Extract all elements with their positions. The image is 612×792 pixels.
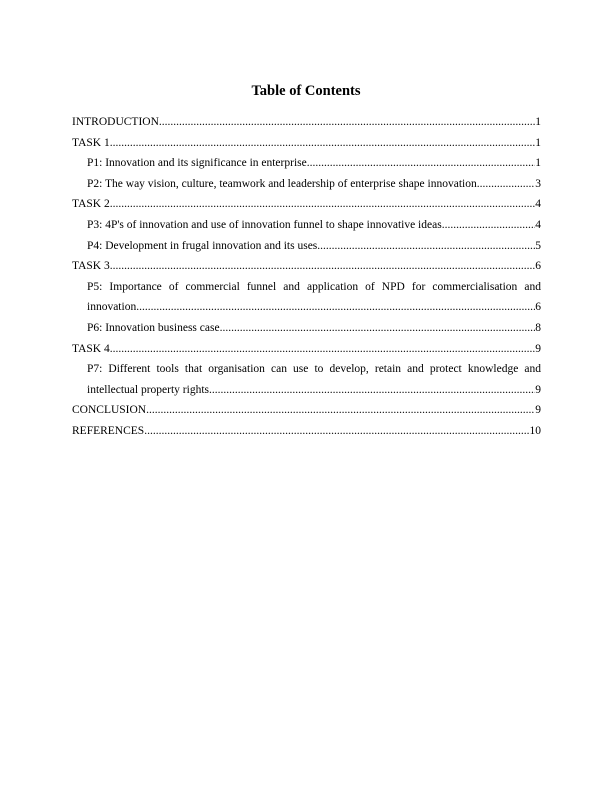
toc-entry-label-line-1: P5: Importance of commercial funnel and application of NPD for commercialisation and xyxy=(87,280,541,293)
toc-page-number: 1 xyxy=(535,136,541,149)
toc-entry-label: P6: Innovation business case xyxy=(87,321,220,334)
toc-entry-label: P3: 4P's of innovation and use of innovation funnel to shape innovative ideas xyxy=(87,218,442,231)
toc-entry-task-2[interactable] xyxy=(72,194,541,215)
toc-page-number: 6 xyxy=(535,301,541,314)
toc-leader-dots xyxy=(110,339,536,360)
toc-page-number: 10 xyxy=(529,424,541,437)
toc-page-number: 1 xyxy=(535,157,541,170)
toc-entry-task-4[interactable] xyxy=(72,339,541,360)
toc-page-number: 4 xyxy=(535,218,541,231)
toc-entry-label: CONCLUSION xyxy=(72,404,147,417)
toc-page-number: 3 xyxy=(535,177,541,190)
toc-leader-dots xyxy=(110,256,536,277)
toc-entry-p2[interactable] xyxy=(72,174,541,195)
toc-title: Table of Contents xyxy=(251,83,361,99)
toc-entry-label: INTRODUCTION xyxy=(72,116,159,128)
toc-leader-dots xyxy=(307,153,536,174)
toc-entry-label: P1: Innovation and its significance in enterprise xyxy=(87,157,307,170)
toc-leader-dots xyxy=(159,112,535,133)
toc-entry-p7[interactable] xyxy=(72,359,541,400)
toc-entry-label-line-2: innovation xyxy=(87,301,137,314)
toc-entry-label: TASK 4 xyxy=(72,342,110,355)
toc-leader-dots xyxy=(110,194,536,215)
toc-entry-label: REFERENCES xyxy=(72,424,145,437)
toc-entry-p6[interactable] xyxy=(72,318,541,339)
toc-entry-label: TASK 1 xyxy=(72,136,110,149)
toc-leader-dots xyxy=(110,133,536,154)
toc-page-number: 9 xyxy=(535,404,541,417)
toc-entry-label-line-2: intellectual property rights xyxy=(87,383,209,396)
toc-leader-dots xyxy=(220,318,536,339)
toc-page-number: 5 xyxy=(535,239,541,252)
toc-entry-p3[interactable] xyxy=(72,215,541,236)
toc-page-number: 6 xyxy=(535,260,541,273)
toc-entry-task-3[interactable] xyxy=(72,256,541,277)
toc-leader-dots xyxy=(146,400,535,421)
toc-leader-dots xyxy=(136,297,535,318)
toc-page-number: 9 xyxy=(535,342,541,355)
toc-page-number: 1 xyxy=(535,116,541,128)
toc-entry-label: TASK 3 xyxy=(72,260,110,273)
toc-page-number: 9 xyxy=(535,383,541,396)
toc-entry-introduction[interactable] xyxy=(72,112,541,133)
toc-leader-dots xyxy=(209,380,535,401)
toc-entry-references[interactable] xyxy=(72,421,541,442)
toc-entry-label: TASK 2 xyxy=(72,198,110,211)
toc-entry-task-1[interactable] xyxy=(72,133,541,154)
toc-entry-conclusion[interactable] xyxy=(72,400,541,421)
toc-entry-label: P4: Development in frugal innovation and its uses xyxy=(87,239,318,252)
toc-leader-dots xyxy=(317,236,535,257)
toc-entry-label: P2: The way vision, culture, teamwork and leadership of enterprise shape innovation xyxy=(87,177,477,190)
table-of-contents xyxy=(72,112,541,442)
toc-entry-p4[interactable] xyxy=(72,236,541,257)
toc-entry-p5[interactable] xyxy=(72,277,541,318)
toc-leader-dots xyxy=(144,421,529,442)
toc-page-number: 4 xyxy=(535,198,541,211)
toc-entry-p1[interactable] xyxy=(72,153,541,174)
toc-entry-label-line-1: P7: Different tools that organisation can use to develop, retain and protect knowledge and xyxy=(87,363,541,376)
toc-leader-dots xyxy=(477,174,536,195)
toc-page-number: 8 xyxy=(535,321,541,334)
toc-leader-dots xyxy=(442,215,536,236)
